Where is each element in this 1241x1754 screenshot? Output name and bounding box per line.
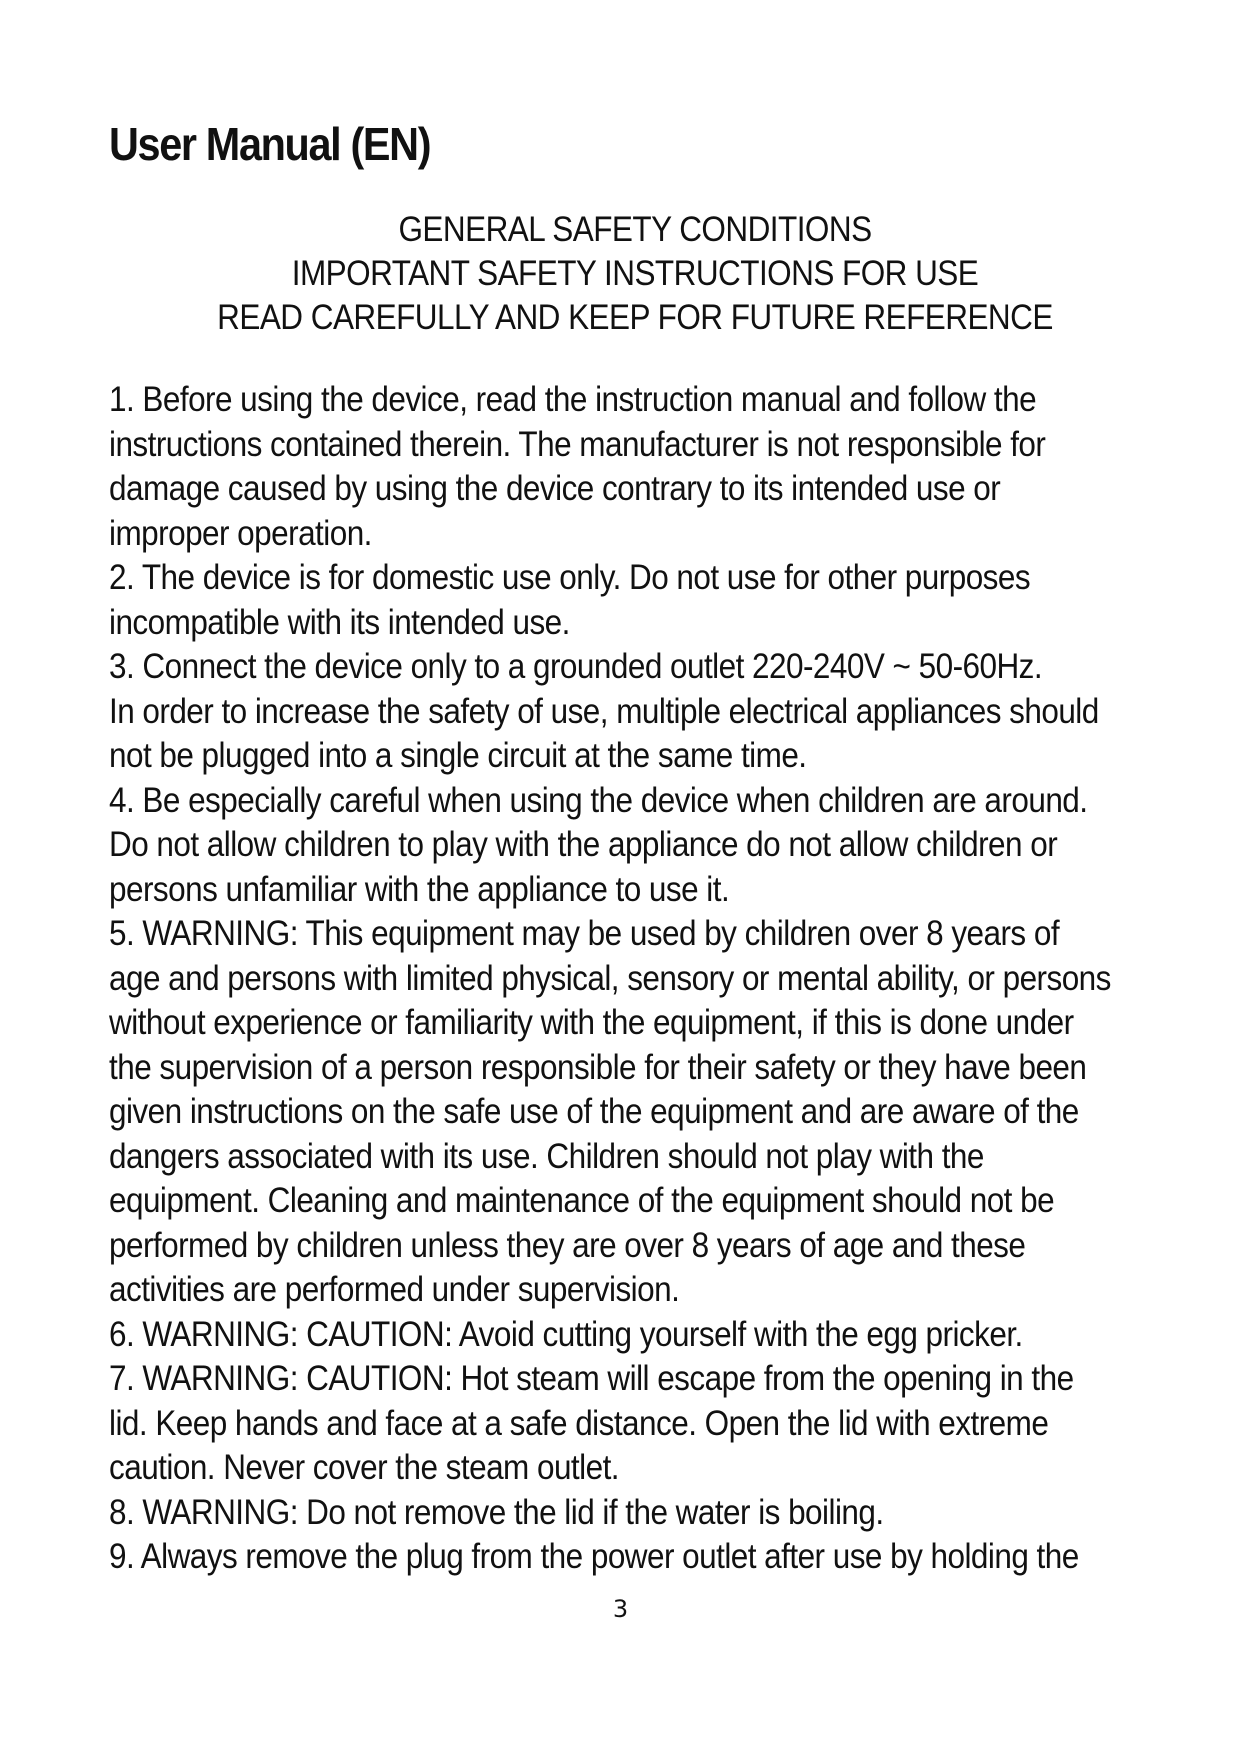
text-line: without experience or familiarity with the equipment, if this is done under xyxy=(109,1003,1074,1042)
text-line: persons unfamiliar with the appliance to use it. xyxy=(109,869,730,909)
text-line: 1. Before using the device, read the instruction manual and follow the xyxy=(109,380,1037,419)
text-line: activities are performed under supervision. xyxy=(109,1270,680,1309)
text-line: 8. WARNING: Do not remove the lid if the water is boiling. xyxy=(109,1492,884,1532)
text-line: lid. Keep hands and face at a safe distance. Open the lid with extreme xyxy=(109,1403,1049,1443)
text-line: improper operation. xyxy=(109,513,372,553)
heading-important-instructions: IMPORTANT SAFETY INSTRUCTIONS FOR USE xyxy=(291,254,979,293)
text-line: caution. Never cover the steam outlet. xyxy=(109,1448,620,1487)
text-line: 2. The device is for domestic use only. Do not use for other purposes xyxy=(109,558,1031,597)
text-line: 3. Connect the device only to a grounded outlet 220-240V ~ 50-60Hz. xyxy=(109,647,1043,686)
text-line: 6. WARNING: CAUTION: Avoid cutting yourself with the egg pricker. xyxy=(109,1314,1023,1354)
text-line: dangers associated with its use. Children should not play with the xyxy=(109,1136,984,1176)
text-line: 9. Always remove the plug from the power outlet after use by holding the xyxy=(109,1537,1079,1576)
heading-read-carefully: READ CAREFULLY AND KEEP FOR FUTURE REFERENCE xyxy=(217,298,1053,337)
text-line: damage caused by using the device contrary to its intended use or xyxy=(109,469,1001,508)
safety-instructions-text xyxy=(109,378,1171,1580)
text-line: given instructions on the safe use of the equipment and are aware of the xyxy=(109,1092,1079,1131)
safety-headings xyxy=(0,208,1241,340)
text-line: incompatible with its intended use. xyxy=(109,602,570,642)
text-line: age and persons with limited physical, sensory or mental ability, or persons xyxy=(109,958,1111,998)
text-line: 4. Be especially careful when using the device when children are around. xyxy=(109,780,1088,820)
text-line: In order to increase the safety of use, multiple electrical appliances should xyxy=(109,691,1099,731)
text-line: the supervision of a person responsible for their safety or they have been xyxy=(109,1047,1087,1087)
text-line: performed by children unless they are over 8 years of age and these xyxy=(109,1225,1026,1265)
page-title: User Manual (EN) xyxy=(109,118,431,170)
text-line: not be plugged into a single circuit at the same time. xyxy=(109,736,807,775)
text-line: Do not allow children to play with the appliance do not allow children or xyxy=(109,825,1058,864)
text-line: 7. WARNING: CAUTION: Hot steam will escape from the opening in the xyxy=(109,1359,1074,1398)
text-line: instructions contained therein. The manufacturer is not responsible for xyxy=(109,424,1046,464)
page-number: 3 xyxy=(612,1595,629,1623)
text-line: equipment. Cleaning and maintenance of the equipment should not be xyxy=(109,1181,1055,1220)
heading-general-safety: GENERAL SAFETY CONDITIONS xyxy=(398,210,872,249)
text-line: 5. WARNING: This equipment may be used by children over 8 years of xyxy=(109,914,1060,953)
